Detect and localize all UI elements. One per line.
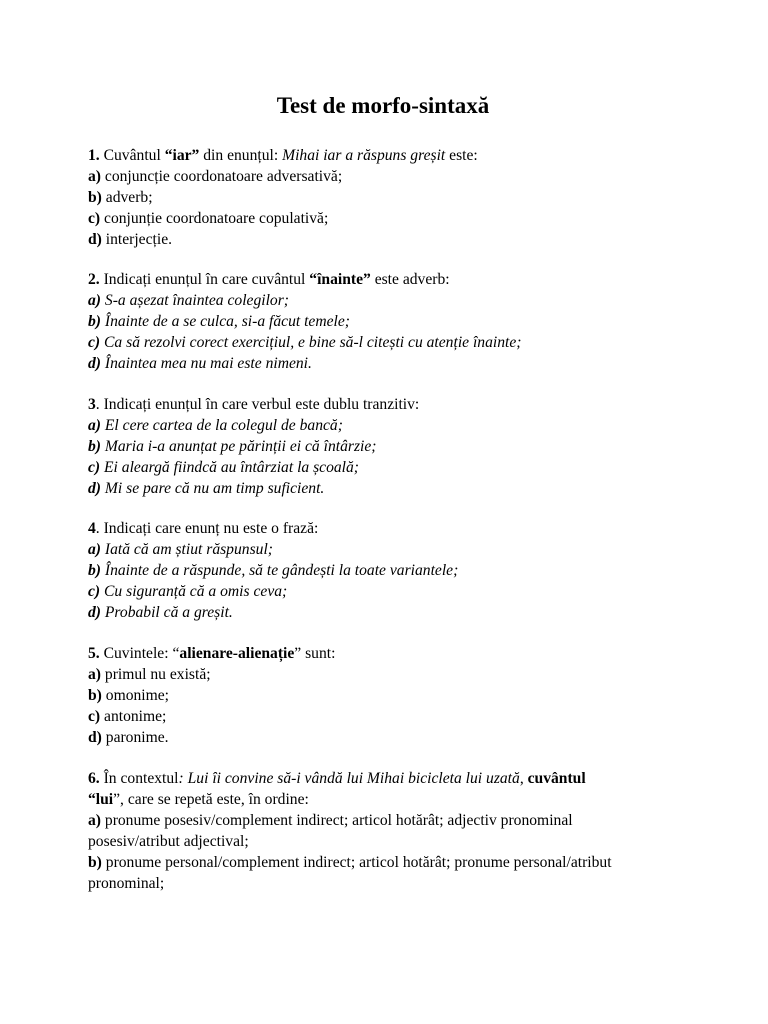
option-text: Ei aleargă fiindcă au întârziat la școală; [100,459,359,476]
option-c [88,208,708,229]
question-text: . Indicați care enunț nu este o frază: [95,520,319,537]
option-b [88,685,708,706]
option-letter: d) [88,355,101,372]
option-letter: c) [88,459,101,476]
option-text: antonime; [100,708,167,725]
option-text: pronume posesiv/complement indirect; articol hotărât; adjectiv pronominal posesiv/atribut adjectival; [88,812,573,850]
option-a [88,664,708,685]
question-text: ”, care se repetă este, în ordine: [113,791,309,808]
option-c [88,581,708,602]
option-text: Mi se pare că nu am timp suficient. [101,480,325,497]
option-letter: c) [88,210,101,227]
option-text: conjunție coordonatoare copulativă; [100,210,329,227]
option-a [88,166,708,187]
question-text: : [273,147,283,164]
option-letter: c) [88,334,101,351]
option-letter: c) [88,583,101,600]
option-c [88,332,708,353]
option-letter: a) [88,417,101,434]
option-a [88,539,708,560]
keyword: cuvântul [527,770,586,787]
question-number: 6. [88,770,100,787]
option-text: paronime. [101,729,169,746]
option-letter: c) [88,708,101,725]
option-text: interjecție. [101,231,173,248]
option-text: Iată că am știut răspunsul; [101,541,273,558]
option-text: Înaintea mea nu mai este nimeni. [101,355,312,372]
option-c [88,457,708,478]
option-text: pronume personal/complement indirect; articol hotărât; pronume personal/atribut pronominal; [88,854,612,892]
option-text: Înainte de a răspunde, să te gândești la toate variantele; [101,562,459,579]
option-letter: a) [88,541,101,558]
question-number: 5. [88,645,100,662]
option-letter: b) [88,854,102,871]
question-6 [88,768,648,894]
example-sentence: : Lui îi convine să-i vândă lui Mihai bicicleta lui uzată [178,770,520,787]
question-text: este: [445,147,478,164]
option-letter: a) [88,168,101,185]
question-4 [88,518,708,623]
question-1-stem [88,145,708,166]
option-letter: d) [88,604,101,621]
question-number: 1. [88,147,100,164]
question-3-stem [88,394,708,415]
option-letter: b) [88,438,101,455]
question-text: Cuvintele: “ [99,645,180,662]
option-text: Ca să rezolvi corect exercițiul, e bine să-l citești cu atenție înainte; [100,334,522,351]
option-d [88,353,708,374]
question-2 [88,269,708,374]
question-text: . Indicați enunțul în care verbul este dublu tranzitiv: [95,396,420,413]
question-text: este adverb: [370,271,450,288]
option-d [88,727,708,748]
option-text: primul nu există; [101,666,211,683]
option-a [88,290,708,311]
option-letter: b) [88,313,101,330]
option-b [88,187,708,208]
option-text: Probabil că a greșit. [101,604,233,621]
option-text: omonime; [101,687,170,704]
option-letter: a) [88,812,101,829]
option-text: adverb; [101,189,153,206]
keyword: “înainte” [309,271,371,288]
option-text: Înainte de a se culca, si-a făcut temele; [101,313,350,330]
option-b [88,852,648,894]
keyword: “iar” [164,147,200,164]
option-letter: b) [88,189,102,206]
option-text: conjuncție coordonatoare adversativă; [101,168,343,185]
question-text: , [519,770,528,787]
option-letter: d) [88,729,102,746]
option-text: Cu siguranță că a omis ceva; [100,583,288,600]
option-letter: d) [88,480,101,497]
keyword: “lui [88,791,114,808]
question-text: În contextul [99,770,179,787]
option-d [88,602,708,623]
option-b [88,560,708,581]
option-d [88,478,708,499]
question-text: din enunțul [199,147,274,164]
option-d [88,229,708,250]
option-a [88,415,708,436]
option-text: Maria i-a anunțat pe părinții ei că întârzie; [101,438,377,455]
question-5 [88,643,708,748]
option-b [88,311,708,332]
question-text: Cuvântul [99,147,165,164]
question-text: Indicați enunțul în care cuvântul [99,271,310,288]
example-sentence: Mihai iar a răspuns greșit [282,147,446,164]
option-text: El cere cartea de la colegul de bancă; [101,417,343,434]
question-3 [88,394,708,499]
option-b [88,436,708,457]
option-a [88,810,648,852]
question-5-stem [88,643,708,664]
question-2-stem [88,269,708,290]
option-letter: a) [88,292,101,309]
option-letter: d) [88,231,102,248]
question-number: 2. [88,271,100,288]
option-text: S-a așezat înaintea colegilor; [101,292,289,309]
option-letter: b) [88,562,101,579]
question-number: 3 [88,396,96,413]
document-title: Test de morfo-sintaxă [276,93,490,118]
question-4-stem [88,518,708,539]
option-letter: a) [88,666,101,683]
option-letter: b) [88,687,102,704]
option-c [88,706,708,727]
question-6-stem [88,768,648,810]
question-1 [88,145,708,250]
question-text: ” sunt: [294,645,336,662]
keyword: alienare-alienație [179,645,295,662]
question-number: 4 [88,520,96,537]
